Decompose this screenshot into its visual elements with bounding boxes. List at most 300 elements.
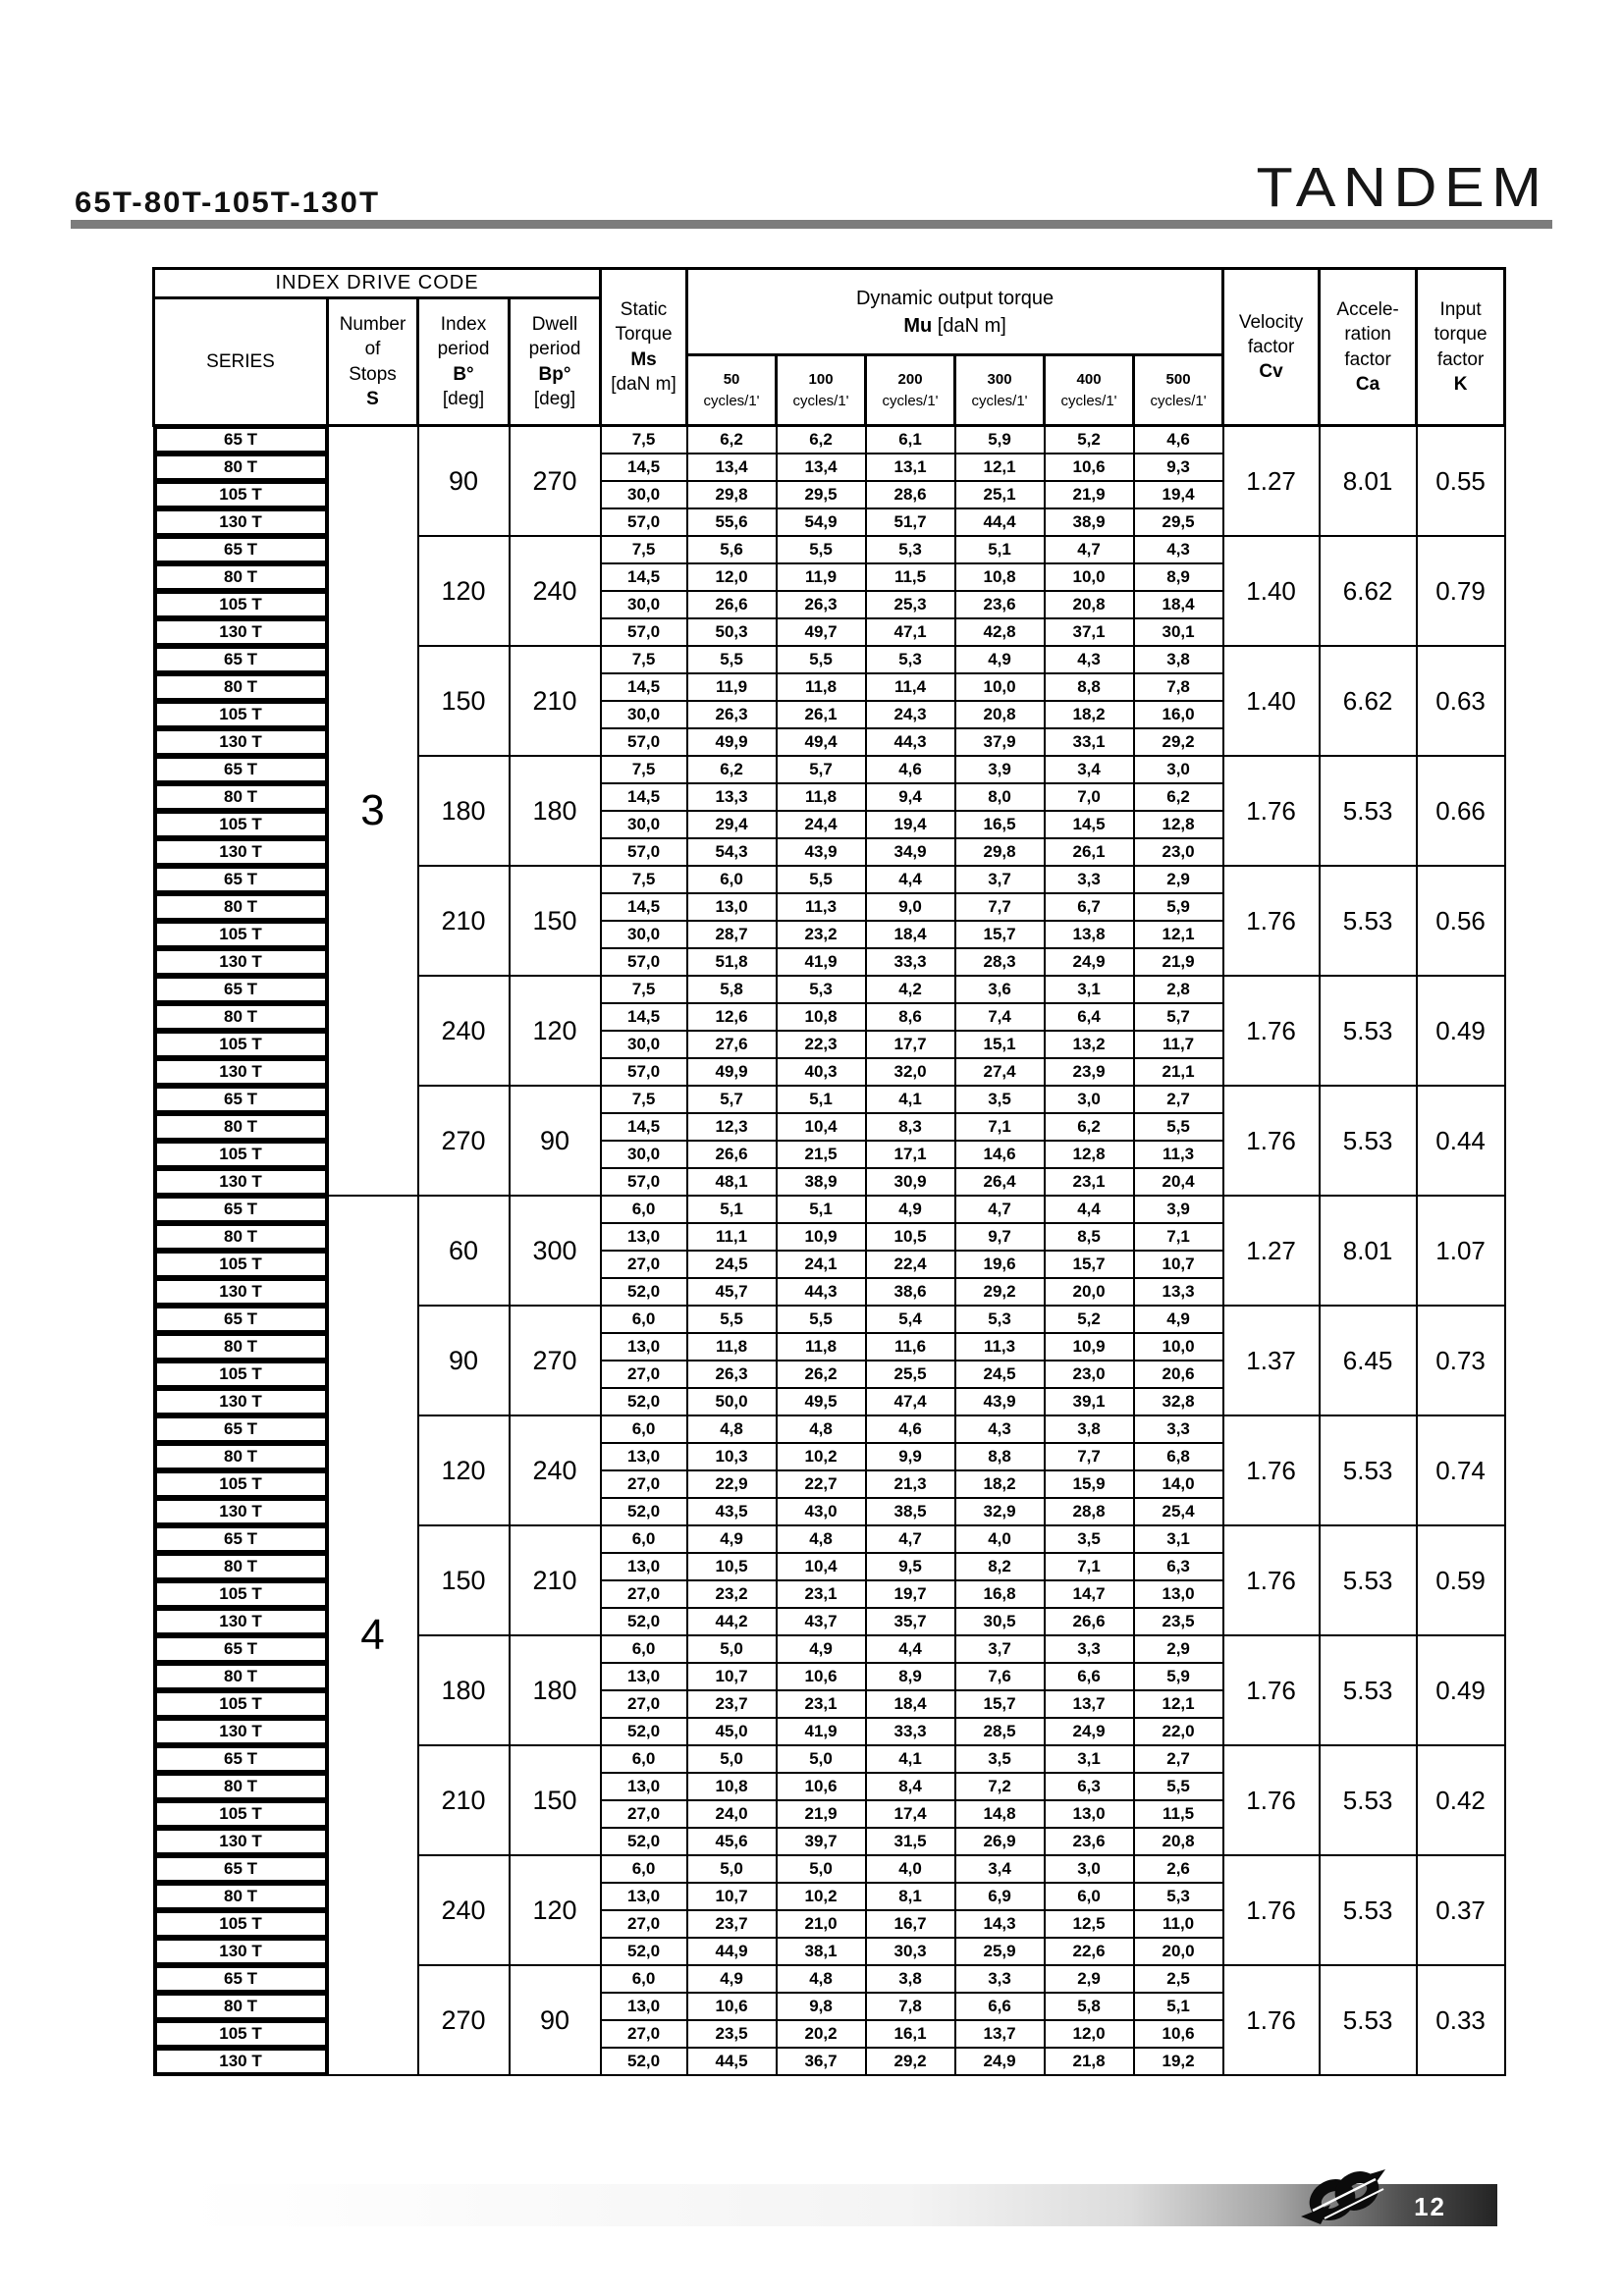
dynamic-torque-value: 44,4: [955, 508, 1045, 536]
dynamic-torque-value: 3,5: [955, 1745, 1045, 1773]
velocity-factor-value: 1.40: [1223, 536, 1320, 646]
series-label: 65 T: [155, 647, 327, 672]
series-label: 80 T: [155, 784, 327, 810]
series-label: 65 T: [155, 1636, 327, 1662]
dynamic-torque-value: 47,1: [866, 618, 955, 646]
dynamic-torque-value: 7,7: [955, 893, 1045, 921]
dynamic-torque-value: 12,0: [1045, 2020, 1134, 2048]
velocity-factor-value: 1.76: [1223, 866, 1320, 976]
dynamic-torque-value: 14,0: [1134, 1470, 1223, 1498]
series-cell: [154, 1938, 328, 1965]
dynamic-torque-value: 19,7: [866, 1580, 955, 1608]
static-torque-value: 57,0: [601, 1058, 687, 1086]
static-torque-value: 6,0: [601, 1745, 687, 1773]
series-cell: [154, 508, 328, 536]
dynamic-torque-value: 22,6: [1045, 1938, 1134, 1965]
page-title: 65T-80T-105T-130T: [75, 187, 381, 219]
input-torque-factor-value: 0.33: [1417, 1965, 1505, 2075]
dynamic-torque-value: 5,9: [1134, 1663, 1223, 1690]
dynamic-torque-value: 4,3: [955, 1415, 1045, 1443]
dynamic-torque-value: 10,7: [687, 1883, 777, 1910]
dynamic-torque-value: 3,8: [1045, 1415, 1134, 1443]
dynamic-torque-value: 34,9: [866, 838, 955, 866]
dynamic-torque-value: 11,3: [955, 1333, 1045, 1361]
dynamic-torque-value: 26,1: [1045, 838, 1134, 866]
dynamic-torque-value: 47,4: [866, 1388, 955, 1415]
dynamic-torque-value: 19,2: [1134, 2048, 1223, 2075]
dynamic-torque-value: 4,9: [1134, 1306, 1223, 1333]
dynamic-torque-value: 51,7: [866, 508, 955, 536]
dynamic-torque-value: 17,7: [866, 1031, 955, 1058]
index-period-value: 270: [418, 1086, 510, 1196]
dwell-period-value: 150: [510, 1745, 601, 1855]
dynamic-torque-value: 5,2: [1045, 1306, 1134, 1333]
series-cell: [154, 701, 328, 728]
dynamic-torque-value: 10,4: [777, 1553, 866, 1580]
dynamic-torque-value: 22,0: [1134, 1718, 1223, 1745]
index-drive-table: [152, 267, 1506, 2076]
series-label: 130 T: [155, 1169, 327, 1195]
series-label: 65 T: [155, 867, 327, 892]
static-torque-value: 6,0: [601, 1306, 687, 1333]
dynamic-torque-value: 29,8: [955, 838, 1045, 866]
index-period-value: 240: [418, 1855, 510, 1965]
series-cell: [154, 1223, 328, 1251]
dynamic-torque-value: 10,5: [866, 1223, 955, 1251]
index-period-value: 180: [418, 1635, 510, 1745]
dynamic-torque-value: 10,6: [777, 1663, 866, 1690]
cycles-header: 400 cycles/1': [1045, 355, 1134, 426]
series-label: 105 T: [155, 482, 327, 507]
dynamic-torque-value: 10,8: [955, 563, 1045, 591]
dynamic-torque-value: 12,8: [1045, 1141, 1134, 1168]
velocity-factor-value: 1.76: [1223, 1635, 1320, 1745]
series-label: 65 T: [155, 1307, 327, 1332]
dynamic-torque-value: 13,0: [1045, 1800, 1134, 1828]
acceleration-factor-value: 6.62: [1320, 646, 1417, 756]
series-cell: [154, 1443, 328, 1470]
brand-logo-icon: [1291, 2160, 1397, 2232]
dwell-period-value: 90: [510, 1965, 601, 2075]
static-torque-header: Static Torque Ms [daN m]: [601, 269, 687, 426]
dynamic-torque-value: 29,5: [777, 481, 866, 508]
dynamic-torque-value: 6,9: [955, 1883, 1045, 1910]
dwell-period-value: 270: [510, 1306, 601, 1415]
dynamic-torque-value: 12,0: [687, 563, 777, 591]
dynamic-torque-value: 26,4: [955, 1168, 1045, 1196]
dynamic-torque-value: 9,0: [866, 893, 955, 921]
dynamic-torque-value: 10,8: [777, 1003, 866, 1031]
dynamic-torque-value: 21,0: [777, 1910, 866, 1938]
series-label: 105 T: [155, 812, 327, 837]
static-torque-value: 14,5: [601, 893, 687, 921]
series-cell: [154, 1031, 328, 1058]
dynamic-torque-value: 8,3: [866, 1113, 955, 1141]
acceleration-factor-header: Accele- ration factor Ca: [1320, 269, 1417, 426]
input-torque-factor-value: 0.79: [1417, 536, 1505, 646]
input-torque-factor-value: 0.59: [1417, 1525, 1505, 1635]
dynamic-torque-value: 6,3: [1045, 1773, 1134, 1800]
dynamic-torque-value: 10,6: [1045, 454, 1134, 481]
static-torque-value: 52,0: [601, 2048, 687, 2075]
dynamic-torque-value: 18,4: [866, 1690, 955, 1718]
dynamic-torque-value: 45,0: [687, 1718, 777, 1745]
velocity-factor-value: 1.76: [1223, 1965, 1320, 2075]
index-period-value: 120: [418, 536, 510, 646]
acceleration-factor-value: 6.45: [1320, 1306, 1417, 1415]
dynamic-torque-value: 6,6: [955, 1993, 1045, 2020]
static-torque-value: 7,5: [601, 976, 687, 1003]
series-label: 130 T: [155, 1719, 327, 1744]
stops-value: 4: [328, 1196, 418, 2075]
dynamic-torque-value: 8,9: [866, 1663, 955, 1690]
table-row: [154, 426, 1505, 454]
dynamic-torque-value: 29,8: [687, 481, 777, 508]
series-label: 130 T: [155, 949, 327, 975]
series-label: 130 T: [155, 839, 327, 865]
static-torque-value: 7,5: [601, 646, 687, 673]
dynamic-torque-value: 49,9: [687, 728, 777, 756]
dynamic-torque-value: 44,5: [687, 2048, 777, 2075]
series-label: 105 T: [155, 1911, 327, 1937]
static-torque-value: 27,0: [601, 1361, 687, 1388]
dynamic-torque-value: 44,2: [687, 1608, 777, 1635]
dwell-period-header: Dwell period Bp° [deg]: [510, 298, 601, 426]
dynamic-torque-value: 5,5: [687, 646, 777, 673]
dynamic-torque-value: 9,9: [866, 1443, 955, 1470]
dynamic-torque-value: 40,3: [777, 1058, 866, 1086]
series-label: 80 T: [155, 564, 327, 590]
acceleration-factor-value: 5.53: [1320, 1086, 1417, 1196]
series-label: 130 T: [155, 2049, 327, 2074]
dynamic-torque-value: 4,8: [777, 1525, 866, 1553]
dynamic-torque-value: 31,5: [866, 1828, 955, 1855]
dynamic-torque-value: 9,4: [866, 783, 955, 811]
dynamic-torque-value: 33,1: [1045, 728, 1134, 756]
dynamic-torque-value: 5,8: [1045, 1993, 1134, 2020]
series-cell: [154, 1415, 328, 1443]
dynamic-torque-value: 7,1: [1045, 1553, 1134, 1580]
static-torque-value: 6,0: [601, 1635, 687, 1663]
dynamic-torque-value: 10,2: [777, 1443, 866, 1470]
dynamic-torque-value: 5,9: [955, 426, 1045, 454]
dynamic-torque-value: 10,7: [687, 1663, 777, 1690]
dynamic-torque-value: 19,6: [955, 1251, 1045, 1278]
series-label: 130 T: [155, 619, 327, 645]
dynamic-torque-value: 26,3: [687, 1361, 777, 1388]
dynamic-torque-value: 4,6: [866, 756, 955, 783]
dynamic-torque-value: 3,6: [955, 976, 1045, 1003]
series-cell: [154, 1773, 328, 1800]
static-torque-value: 14,5: [601, 673, 687, 701]
dynamic-torque-value: 38,1: [777, 1938, 866, 1965]
dynamic-torque-value: 4,8: [777, 1965, 866, 1993]
dynamic-torque-value: 5,3: [777, 976, 866, 1003]
dynamic-torque-value: 5,1: [687, 1196, 777, 1223]
series-cell: [154, 1910, 328, 1938]
dynamic-torque-value: 6,2: [777, 426, 866, 454]
dynamic-torque-value: 3,0: [1045, 1855, 1134, 1883]
dynamic-torque-value: 26,1: [777, 701, 866, 728]
dynamic-torque-value: 19,4: [866, 811, 955, 838]
dynamic-torque-value: 30,1: [1134, 618, 1223, 646]
dynamic-torque-value: 5,1: [1134, 1993, 1223, 2020]
series-cell: [154, 893, 328, 921]
series-label: 65 T: [155, 1416, 327, 1442]
dynamic-torque-value: 6,6: [1045, 1663, 1134, 1690]
series-cell: [154, 1883, 328, 1910]
dynamic-torque-value: 24,0: [687, 1800, 777, 1828]
series-label: 130 T: [155, 1279, 327, 1305]
dynamic-torque-value: 22,9: [687, 1470, 777, 1498]
dynamic-torque-value: 49,5: [777, 1388, 866, 1415]
dynamic-torque-value: 23,5: [687, 2020, 777, 2048]
dynamic-torque-value: 3,1: [1045, 976, 1134, 1003]
dynamic-torque-value: 7,1: [955, 1113, 1045, 1141]
dynamic-torque-value: 25,4: [1134, 1498, 1223, 1525]
dwell-period-value: 240: [510, 536, 601, 646]
series-cell: [154, 976, 328, 1003]
dynamic-torque-value: 7,8: [866, 1993, 955, 2020]
index-period-value: 90: [418, 426, 510, 537]
static-torque-value: 27,0: [601, 1800, 687, 1828]
series-label: 105 T: [155, 1581, 327, 1607]
series-cell: [154, 563, 328, 591]
static-torque-value: 14,5: [601, 1113, 687, 1141]
series-label: 65 T: [155, 1856, 327, 1882]
dynamic-torque-value: 28,5: [955, 1718, 1045, 1745]
velocity-factor-value: 1.27: [1223, 426, 1320, 537]
dynamic-torque-value: 23,7: [687, 1910, 777, 1938]
dynamic-torque-value: 2,6: [1134, 1855, 1223, 1883]
dynamic-torque-value: 51,8: [687, 948, 777, 976]
dynamic-torque-value: 6,8: [1134, 1443, 1223, 1470]
dynamic-torque-value: 4,1: [866, 1086, 955, 1113]
dynamic-torque-value: 5,5: [777, 536, 866, 563]
series-cell: [154, 728, 328, 756]
dynamic-torque-value: 13,3: [687, 783, 777, 811]
dynamic-torque-value: 11,9: [777, 563, 866, 591]
series-cell: [154, 1965, 328, 1993]
dynamic-torque-value: 6,1: [866, 426, 955, 454]
acceleration-factor-value: 5.53: [1320, 1855, 1417, 1965]
dynamic-torque-value: 16,8: [955, 1580, 1045, 1608]
dynamic-torque-value: 2,7: [1134, 1745, 1223, 1773]
input-torque-factor-value: 0.73: [1417, 1306, 1505, 1415]
dynamic-torque-value: 3,3: [1045, 1635, 1134, 1663]
dynamic-torque-value: 13,7: [955, 2020, 1045, 2048]
dynamic-torque-value: 22,7: [777, 1470, 866, 1498]
acceleration-factor-value: 5.53: [1320, 1525, 1417, 1635]
series-label: 105 T: [155, 1252, 327, 1277]
dynamic-torque-value: 30,9: [866, 1168, 955, 1196]
dynamic-torque-value: 43,9: [777, 838, 866, 866]
dynamic-torque-value: 8,4: [866, 1773, 955, 1800]
static-torque-value: 30,0: [601, 701, 687, 728]
static-torque-value: 57,0: [601, 838, 687, 866]
input-torque-factor-value: 0.55: [1417, 426, 1505, 537]
dynamic-torque-value: 14,5: [1045, 811, 1134, 838]
series-cell: [154, 1306, 328, 1333]
dynamic-torque-value: 3,4: [1045, 756, 1134, 783]
dynamic-torque-value: 26,3: [777, 591, 866, 618]
header-rule: [71, 220, 1552, 229]
acceleration-factor-value: 5.53: [1320, 866, 1417, 976]
dynamic-torque-value: 4,9: [955, 646, 1045, 673]
dynamic-torque-value: 3,3: [1134, 1415, 1223, 1443]
static-torque-value: 7,5: [601, 866, 687, 893]
series-label: 105 T: [155, 592, 327, 617]
dynamic-torque-value: 3,7: [955, 1635, 1045, 1663]
dwell-period-value: 120: [510, 976, 601, 1086]
dynamic-torque-value: 15,7: [955, 1690, 1045, 1718]
dynamic-torque-value: 10,3: [687, 1443, 777, 1470]
dynamic-torque-value: 7,2: [955, 1773, 1045, 1800]
dwell-period-value: 150: [510, 866, 601, 976]
cycles-header: 200 cycles/1': [866, 355, 955, 426]
static-torque-value: 30,0: [601, 591, 687, 618]
dynamic-torque-value: 7,6: [955, 1663, 1045, 1690]
input-torque-factor-value: 0.44: [1417, 1086, 1505, 1196]
dynamic-torque-value: 54,9: [777, 508, 866, 536]
dynamic-torque-value: 41,9: [777, 1718, 866, 1745]
cycles-header: 100 cycles/1': [777, 355, 866, 426]
dynamic-torque-value: 11,8: [777, 673, 866, 701]
acceleration-factor-value: 5.53: [1320, 1415, 1417, 1525]
dynamic-torque-value: 23,1: [777, 1580, 866, 1608]
static-torque-value: 30,0: [601, 811, 687, 838]
dynamic-torque-value: 14,8: [955, 1800, 1045, 1828]
series-label: 105 T: [155, 2021, 327, 2047]
dynamic-torque-value: 9,7: [955, 1223, 1045, 1251]
series-label: 65 T: [155, 1966, 327, 1992]
static-torque-value: 14,5: [601, 1003, 687, 1031]
dynamic-torque-value: 4,0: [955, 1525, 1045, 1553]
series-cell: [154, 618, 328, 646]
dynamic-torque-value: 11,8: [687, 1333, 777, 1361]
series-label: 80 T: [155, 1334, 327, 1360]
dynamic-torque-value: 24,9: [955, 2048, 1045, 2075]
series-label: 65 T: [155, 1526, 327, 1552]
static-torque-value: 13,0: [601, 1223, 687, 1251]
dynamic-torque-value: 10,9: [1045, 1333, 1134, 1361]
series-cell: [154, 1855, 328, 1883]
input-torque-factor-value: 1.07: [1417, 1196, 1505, 1306]
dynamic-torque-value: 24,9: [1045, 1718, 1134, 1745]
dwell-period-value: 120: [510, 1855, 601, 1965]
static-torque-value: 7,5: [601, 756, 687, 783]
static-torque-value: 52,0: [601, 1498, 687, 1525]
dynamic-torque-value: 5,5: [777, 646, 866, 673]
series-cell: [154, 1498, 328, 1525]
dynamic-torque-value: 4,9: [777, 1635, 866, 1663]
series-cell: [154, 1553, 328, 1580]
dynamic-torque-value: 21,1: [1134, 1058, 1223, 1086]
static-torque-value: 6,0: [601, 1196, 687, 1223]
static-torque-value: 52,0: [601, 1388, 687, 1415]
series-label: 105 T: [155, 1471, 327, 1497]
static-torque-value: 57,0: [601, 508, 687, 536]
dynamic-torque-value: 16,0: [1134, 701, 1223, 728]
dynamic-torque-value: 12,5: [1045, 1910, 1134, 1938]
series-cell: [154, 536, 328, 563]
series-cell: [154, 811, 328, 838]
dynamic-torque-value: 39,7: [777, 1828, 866, 1855]
dynamic-torque-header: Dynamic output torque Mu [daN m]: [687, 269, 1223, 355]
static-torque-value: 6,0: [601, 1525, 687, 1553]
velocity-factor-value: 1.76: [1223, 1415, 1320, 1525]
series-cell: [154, 1278, 328, 1306]
dynamic-torque-value: 2,9: [1134, 1635, 1223, 1663]
dynamic-torque-value: 5,3: [866, 536, 955, 563]
series-label: 105 T: [155, 1032, 327, 1057]
dynamic-torque-value: 28,3: [955, 948, 1045, 976]
dynamic-torque-value: 4,2: [866, 976, 955, 1003]
velocity-factor-value: 1.76: [1223, 1525, 1320, 1635]
dynamic-torque-value: 23,2: [777, 921, 866, 948]
dynamic-torque-value: 4,3: [1134, 536, 1223, 563]
index-drive-code-header: INDEX DRIVE CODE: [154, 269, 601, 298]
dynamic-torque-value: 27,4: [955, 1058, 1045, 1086]
dwell-period-value: 210: [510, 1525, 601, 1635]
dynamic-torque-value: 33,3: [866, 1718, 955, 1745]
dynamic-torque-value: 26,3: [687, 701, 777, 728]
dynamic-torque-value: 16,1: [866, 2020, 955, 2048]
dynamic-torque-value: 26,6: [687, 591, 777, 618]
dynamic-torque-value: 8,5: [1045, 1223, 1134, 1251]
static-torque-value: 14,5: [601, 563, 687, 591]
velocity-factor-value: 1.27: [1223, 1196, 1320, 1306]
static-torque-value: 27,0: [601, 1580, 687, 1608]
dynamic-torque-value: 2,8: [1134, 976, 1223, 1003]
dynamic-torque-value: 26,2: [777, 1361, 866, 1388]
series-label: 80 T: [155, 1224, 327, 1250]
velocity-factor-value: 1.76: [1223, 1086, 1320, 1196]
dynamic-torque-value: 21,8: [1045, 2048, 1134, 2075]
velocity-factor-value: 1.40: [1223, 646, 1320, 756]
static-torque-value: 57,0: [601, 728, 687, 756]
dynamic-torque-value: 15,1: [955, 1031, 1045, 1058]
dynamic-torque-value: 11,7: [1134, 1031, 1223, 1058]
dynamic-torque-value: 16,7: [866, 1910, 955, 1938]
dynamic-torque-value: 5,6: [687, 536, 777, 563]
dynamic-torque-value: 11,5: [1134, 1800, 1223, 1828]
dynamic-torque-value: 32,9: [955, 1498, 1045, 1525]
series-cell: [154, 591, 328, 618]
input-torque-factor-value: 0.74: [1417, 1415, 1505, 1525]
dynamic-torque-value: 6,2: [687, 426, 777, 454]
dynamic-torque-value: 10,4: [777, 1113, 866, 1141]
dynamic-torque-value: 10,5: [687, 1553, 777, 1580]
acceleration-factor-value: 6.62: [1320, 536, 1417, 646]
series-label: 80 T: [155, 1994, 327, 2019]
dynamic-torque-value: 5,5: [777, 1306, 866, 1333]
series-label: 65 T: [155, 1197, 327, 1222]
dynamic-torque-value: 26,6: [687, 1141, 777, 1168]
dynamic-torque-value: 10,0: [1045, 563, 1134, 591]
dynamic-torque-value: 12,1: [955, 454, 1045, 481]
series-label: 80 T: [155, 1004, 327, 1030]
series-header: SERIES: [154, 298, 328, 426]
series-cell: [154, 921, 328, 948]
dynamic-torque-value: 5,0: [687, 1855, 777, 1883]
dynamic-torque-value: 10,6: [1134, 2020, 1223, 2048]
dynamic-torque-value: 11,8: [777, 783, 866, 811]
dynamic-torque-value: 12,6: [687, 1003, 777, 1031]
dynamic-torque-value: 37,1: [1045, 618, 1134, 646]
dynamic-torque-value: 11,9: [687, 673, 777, 701]
dynamic-torque-value: 23,7: [687, 1690, 777, 1718]
